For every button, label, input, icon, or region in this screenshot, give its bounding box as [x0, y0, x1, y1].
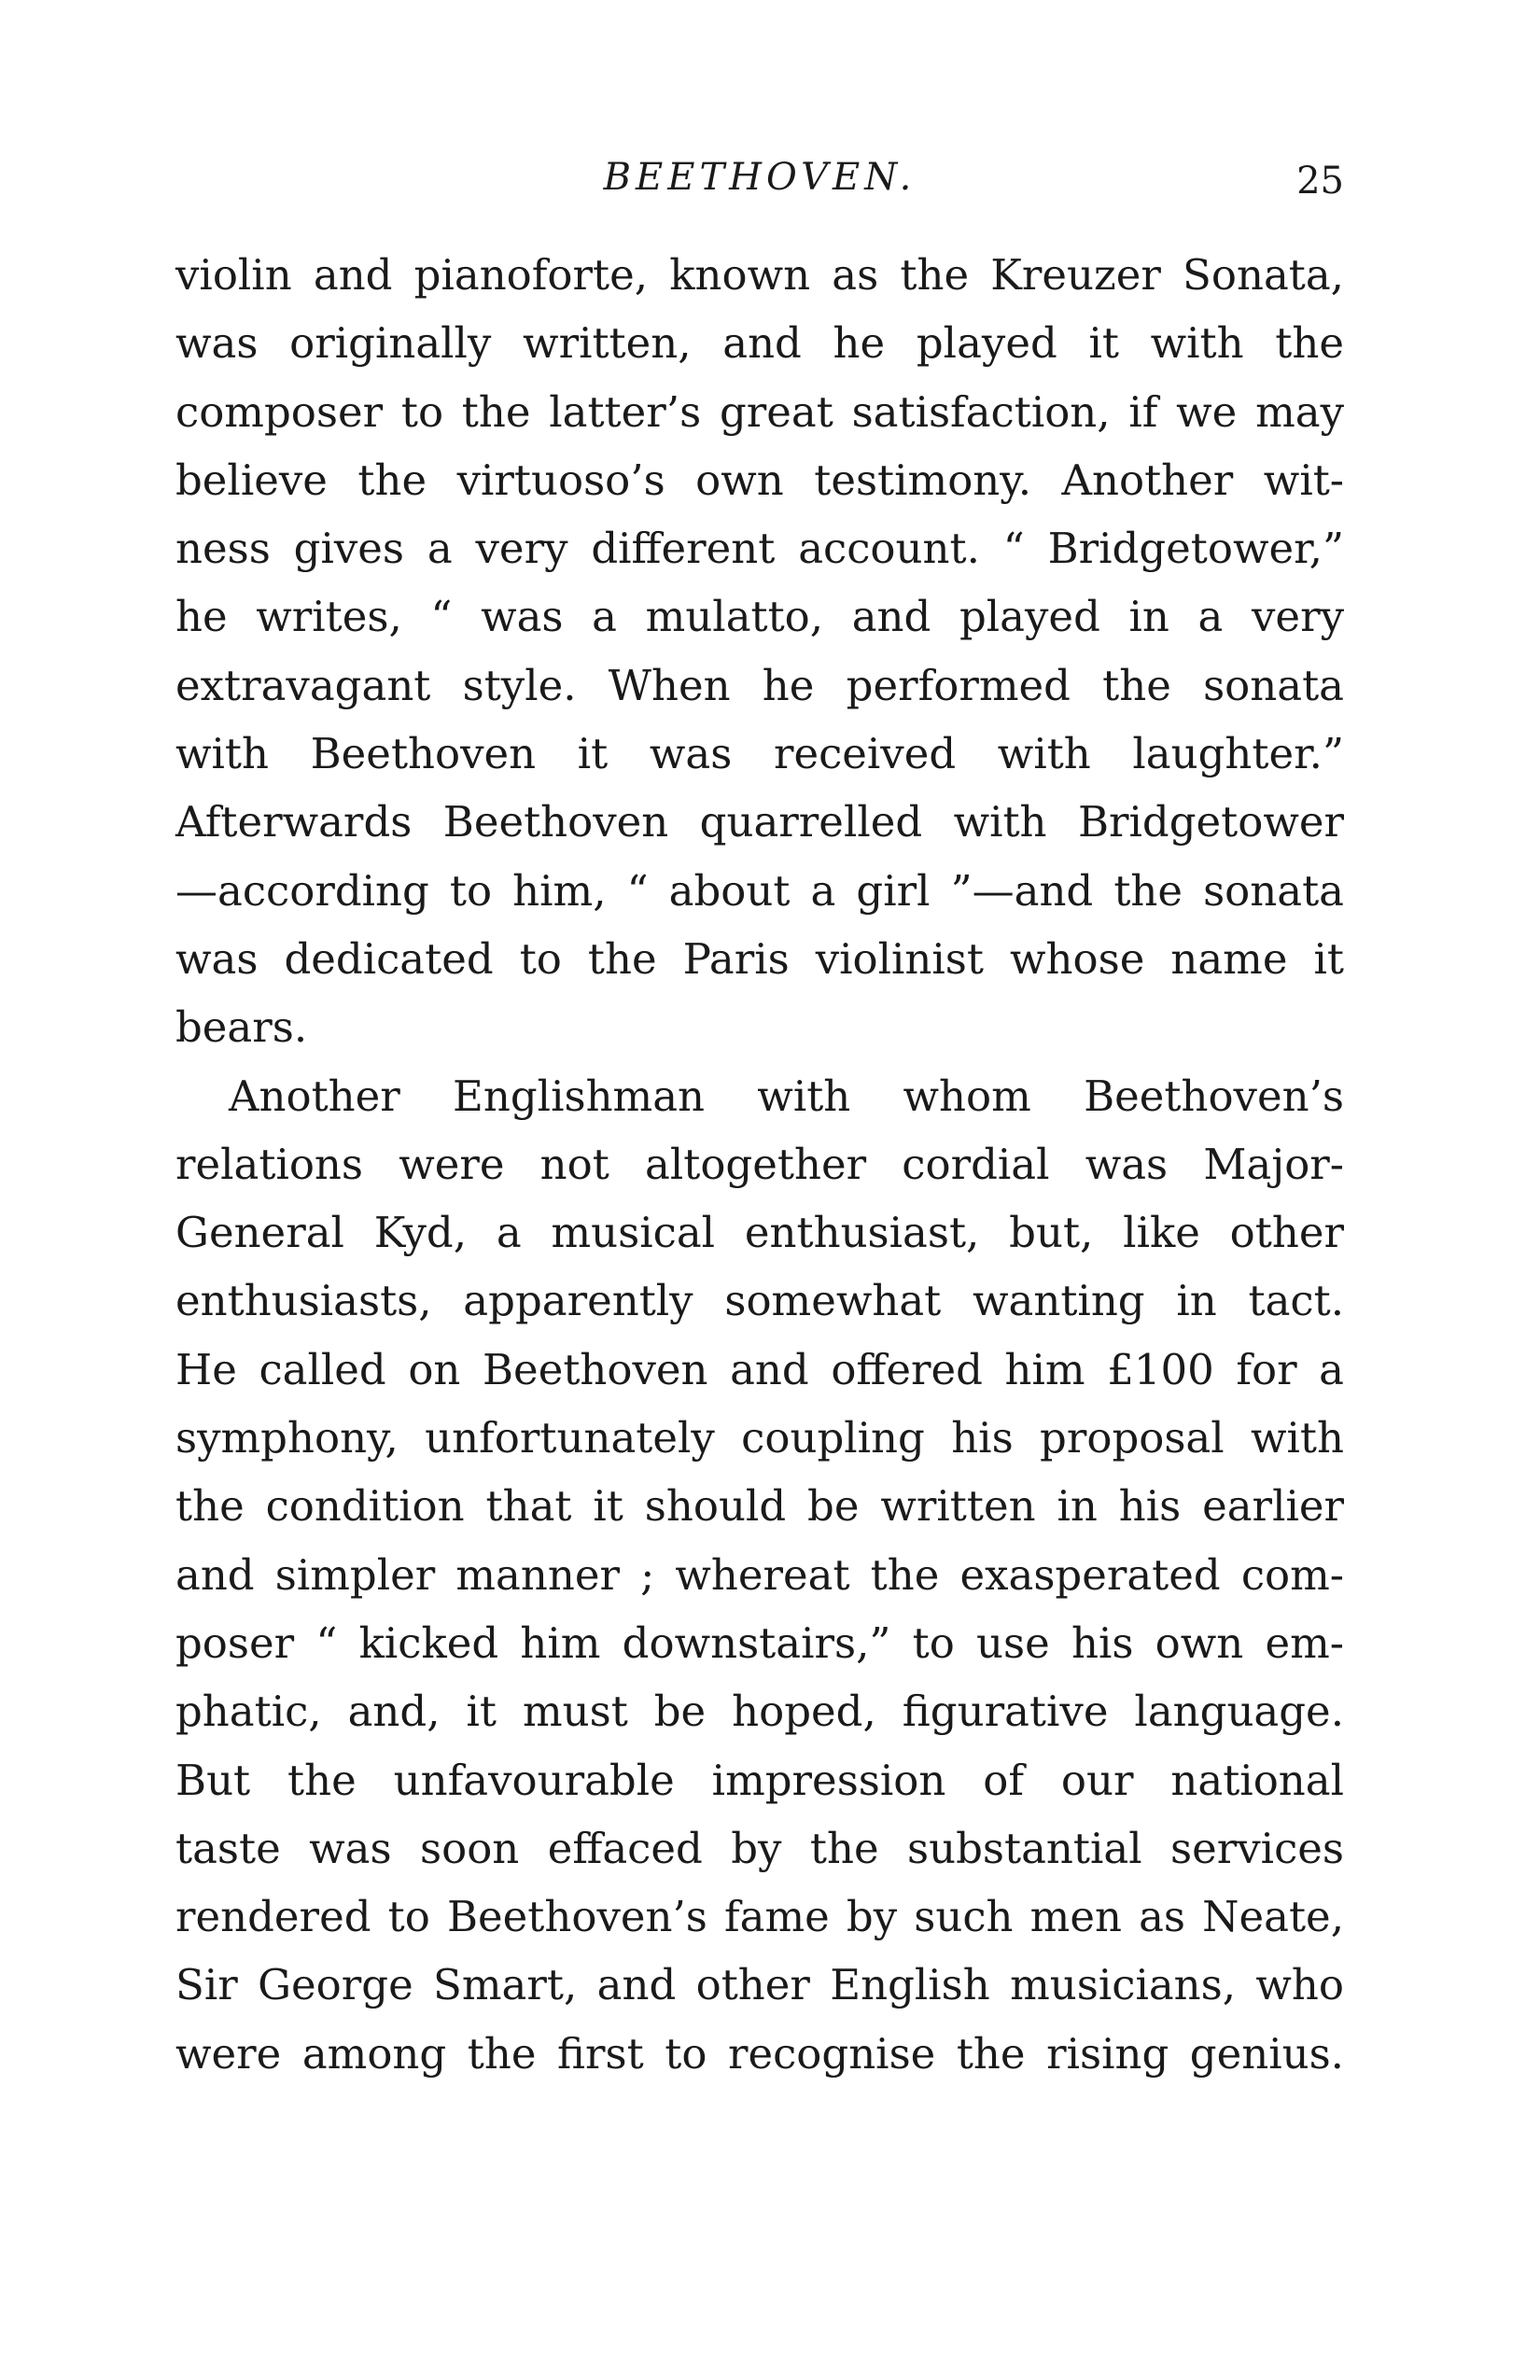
running-head — [175, 149, 1344, 205]
text-line: composer to the latter’s great satisfaction, if we may — [175, 386, 1344, 437]
text-line: Sir George Smart, and other English musicians, who — [175, 1960, 1344, 2010]
text-line: violin and pianoforte, known as the Kreuzer Sonata, — [175, 250, 1344, 300]
text-line: But the unfavourable impression of our national — [175, 1755, 1344, 1805]
text-line: taste was soon effaced by the substantial services — [175, 1823, 1344, 1873]
text-line: enthusiasts, apparently somewhat wanting in tact. — [175, 1276, 1344, 1326]
text-line: he writes, “ was a mulatto, and played in a very — [175, 592, 1344, 642]
paragraph-1 — [175, 241, 1344, 1062]
text-line: believe the virtuoso’s own testimony. Another wit- — [175, 455, 1344, 505]
text-line: Another Englishman with whom Beethoven’s — [229, 1071, 1344, 1121]
text-line: extravagant style. When he performed the sonata — [175, 660, 1344, 710]
paragraph-2 — [175, 1062, 1344, 2088]
text-line: poser “ kicked him downstairs,” to use his own em- — [175, 1617, 1344, 1668]
text-line: Afterwards Beethoven quarrelled with Bridgetower — [175, 797, 1344, 847]
text-line: phatic, and, it must be hoped, figurative language. — [175, 1687, 1344, 1737]
text-line: the condition that it should be written in his earlier — [175, 1481, 1344, 1532]
body-text — [175, 241, 1344, 2088]
text-line: was dedicated to the Paris violinist whose name it — [175, 933, 1344, 984]
text-line: with Beethoven it was received with laughter.” — [175, 729, 1344, 779]
text-line: General Kyd, a musical enthusiast, but, like other — [175, 1208, 1344, 1258]
text-line: relations were not altogether cordial was Major- — [175, 1139, 1344, 1189]
text-line: bears. — [175, 1002, 308, 1053]
text-line: ness gives a very different account. “ Bridgetower,” — [175, 524, 1344, 574]
text-line: —according to him, “ about a girl ”—and the sonata — [175, 865, 1344, 916]
text-line: He called on Beethoven and offered him £100 for a — [175, 1344, 1344, 1394]
text-line: rendered to Beethoven’s fame by such men as Neate, — [175, 1892, 1344, 1942]
text-line: was originally written, and he played it with the — [175, 318, 1344, 369]
page-number: 25 — [1296, 160, 1344, 203]
text-line: symphony, unfortunately coupling his proposal with — [175, 1413, 1344, 1463]
text-line: were among the first to recognise the rising genius. — [175, 2028, 1344, 2079]
text-line: and simpler manner ; whereat the exasperated com- — [175, 1549, 1344, 1600]
running-title: BEETHOVEN. — [603, 156, 917, 199]
